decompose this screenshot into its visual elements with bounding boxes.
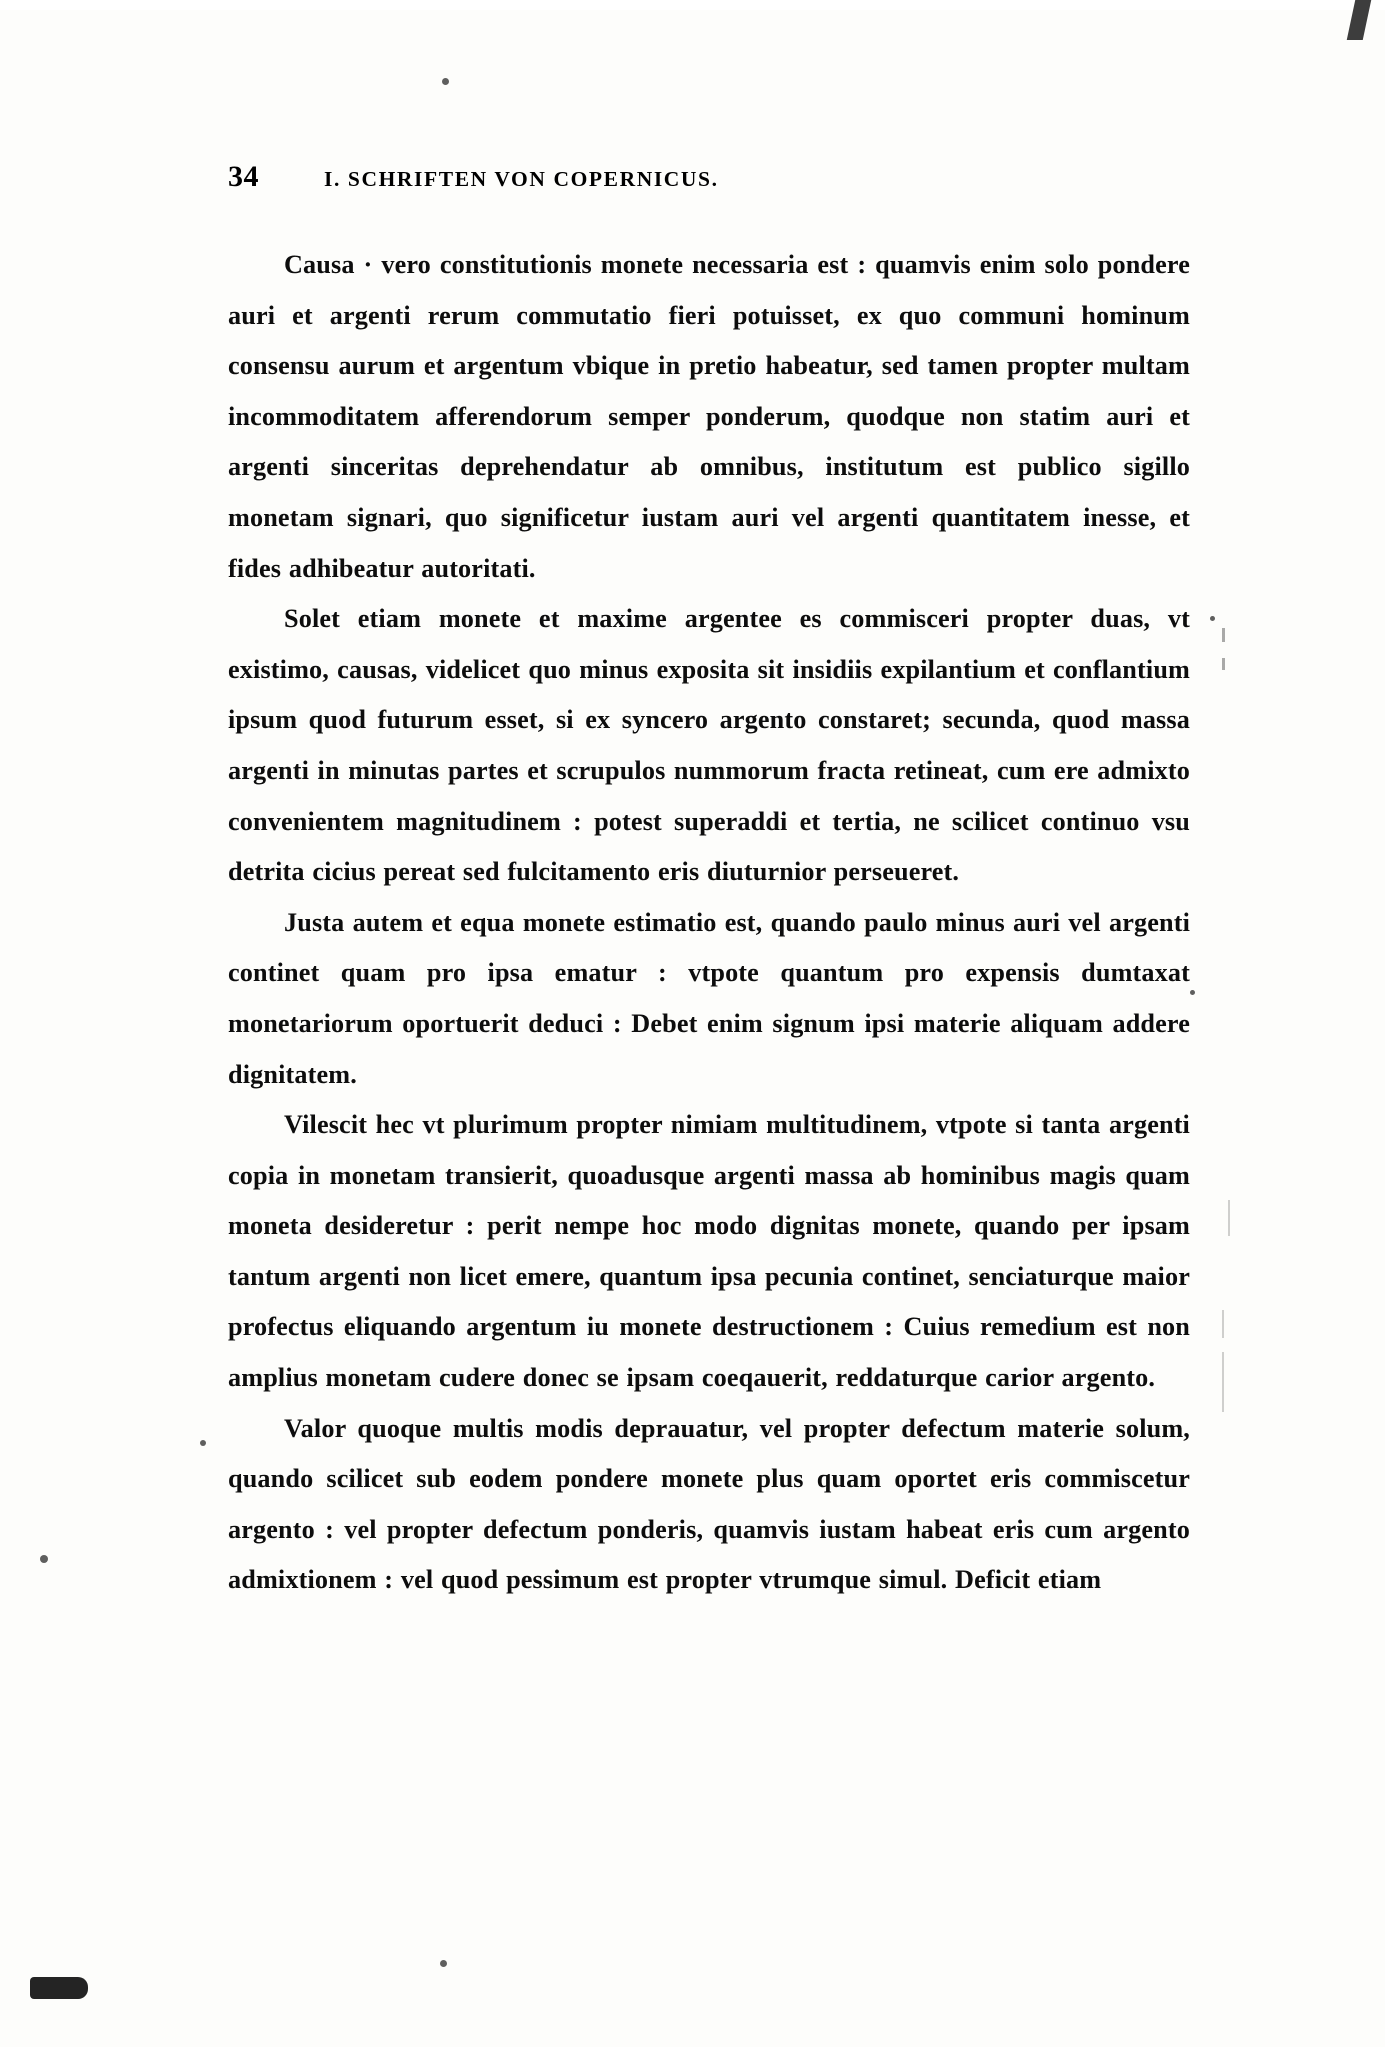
scan-speck: [40, 1555, 48, 1563]
scan-streak: [1222, 1352, 1224, 1412]
page-number: 34: [228, 160, 259, 193]
page-header: [228, 160, 1190, 194]
scan-speck: [440, 1960, 447, 1967]
scan-top-edge: [0, 0, 1385, 10]
scan-streak: [1222, 658, 1225, 670]
scan-speck: [1210, 616, 1215, 621]
scan-artifact-bottom-left: [30, 1977, 88, 1999]
paragraph: Justa autem et equa monete estimatio est, quando paulo minus auri vel argenti continet quam pro ipsa ematur : vtpote quantum pro expensis dumtaxat monetariorum oportuerit deduci : Debet enim signum ipsi materie aliquam addere dignitatem.: [228, 907, 1190, 1089]
paragraph: Solet etiam monete et maxime argentee es commisceri propter duas, vt existimo, causas, videlicet quo minus exposita sit insidiis expilantium et conflantium ipsum quod futurum esset, si ex syncero argento constaret; secunda, quod massa argenti in minutas partes et scrupulos nummorum fracta retineat, cum ere admixto convenientem magnitudinem : potest superaddi et tertia, ne scilicet continuo vsu detrita cicius pereat sed fulcitamento eris diuturnior perseueret.: [228, 604, 1190, 887]
paragraph: Causa · vero constitutionis monete necessaria est : quamvis enim solo pondere auri et argenti rerum commutatio fieri potuisset, ex quo communi hominum consensu aurum et argentum vbique in pretio habeatur, sed tamen propter multam incommoditatem afferendorum semper ponderum, quodque non statim auri et argenti sinceritas deprehendatur ab omnibus, institutum est publico sigillo monetam signari, quo significetur iustam auri vel argenti quantitatem inesse, et fides adhibeatur autoritati.: [228, 250, 1190, 583]
scan-speck: [200, 1440, 206, 1446]
scan-speck: [1190, 990, 1195, 995]
page-content: [228, 160, 1190, 1606]
scan-streak: [1228, 1200, 1230, 1236]
scan-streak: [1222, 628, 1225, 642]
scan-streak: [1222, 1310, 1224, 1338]
paragraph: Valor quoque multis modis deprauatur, vel propter defectum materie solum, quando scilicet sub eodem pondere monete plus quam oportet eris commiscetur argento : vel propter defectum ponderis, quamvis iustam habeat eris cum argento admixtionem : vel quod pessimum est propter vtrumque simul. Deficit etiam: [228, 1413, 1190, 1595]
running-head: I. SCHRIFTEN VON COPERNICUS.: [324, 167, 719, 191]
scan-speck: [442, 78, 449, 85]
paragraph: Vilescit hec vt plurimum propter nimiam multitudinem, vtpote si tanta argenti copia in monetam transierit, quoadusque argenti massa ab hominibus magis quam moneta desideretur : perit nempe hoc modo dignitas monete, quando per ipsam tantum argenti non licet emere, quantum ipsa pecunia continet, senciaturque maior profectus eliquando argentum iu monete destructionem : Cuius remedium est non amplius monetam cudere donec se ipsam coeqauerit, reddaturque carior argento.: [228, 1110, 1190, 1393]
